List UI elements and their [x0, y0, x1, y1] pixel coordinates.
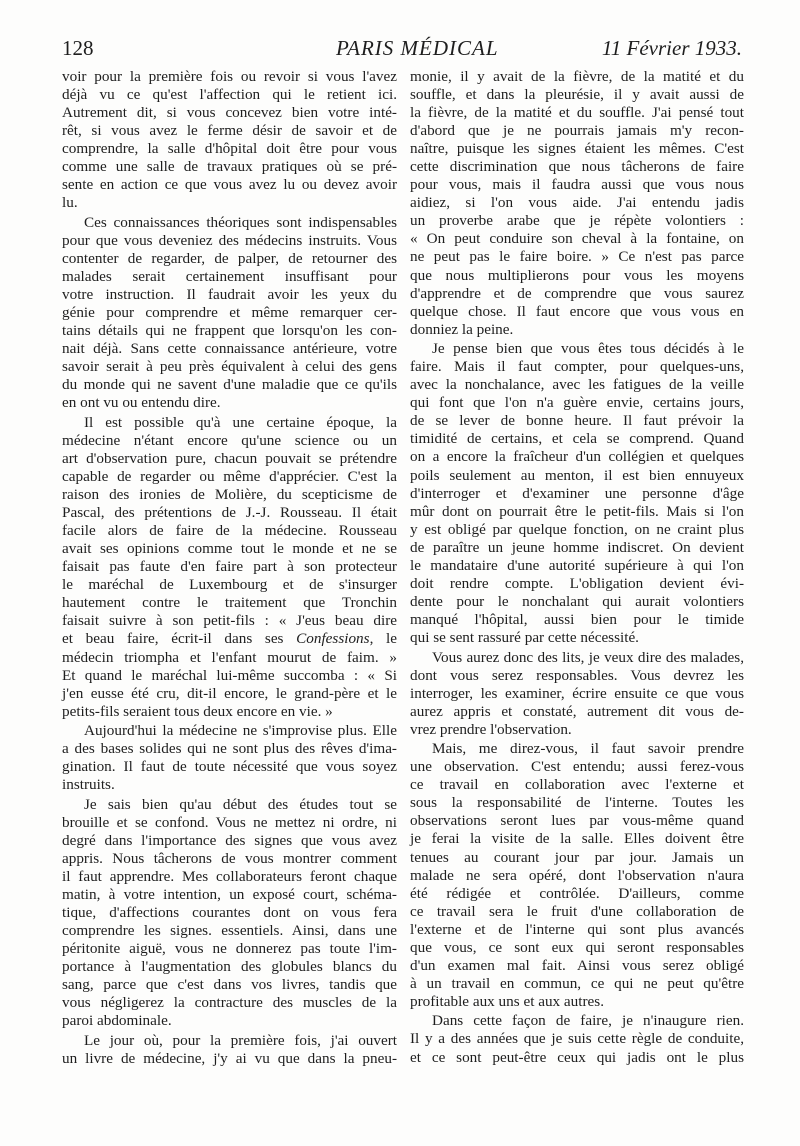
text-line: manqué l'hôpital, aussi bien pour le timide [410, 610, 744, 628]
paragraph [62, 214, 397, 413]
text-line: du monde qui ne savent d'une maladie que ce qu'ils [62, 376, 397, 394]
text-line: y est obligé par quelque fonction, on ne craint plus [410, 520, 744, 538]
text-line: Autrement dit, si vous concevez bien votre inté- [62, 104, 397, 122]
text-line: le maréchal de Luxembourg et de s'insurger [62, 576, 397, 594]
text-line: génie pour comprendre et même remarquer cer- [62, 304, 397, 322]
text-line: faisait suivre à son petit-fils : « J'eus beau dire [62, 612, 397, 630]
paragraph [410, 68, 744, 339]
text-line: le mandataire d'une autorité supérieure à qui l'on [410, 556, 744, 574]
text-line: été rédigée et contrôlée. D'ailleurs, comme [410, 884, 744, 902]
text-line: Il est possible qu'à une certaine époque, la [84, 413, 397, 431]
text-line: malade ne sera opéré, dont l'observation n'aura [410, 866, 744, 884]
text-line: faisait pas faute d'en faire part à son protecteur [62, 558, 397, 576]
text-line: péritonite aiguë, vous ne donnerez pas toute l'im- [62, 940, 397, 958]
text-line: mûr dont on pourrait être le petit-fils. Mais si l'on [410, 502, 744, 520]
text-line: Je sais bien qu'au début des études tout se [84, 795, 397, 813]
text-line: en ont vu ou entendu dire. [62, 394, 221, 412]
text-line: sente en action ce que vous avez lu ou devez avoir [62, 176, 397, 194]
text-line: dente pour le nonchalant qui aurait volontiers [410, 592, 744, 610]
text-line: degré dans l'importance des signes que vous avez [62, 831, 397, 849]
text-line: appris. Nous tâcherons de vous montrer comment [62, 850, 397, 868]
journal-title: PARIS MÉDICAL [336, 36, 499, 60]
text-line: un proverbe arabe que je répète volontiers : [410, 212, 744, 230]
text-line: naître, puisque les signes étaient les mêmes. C'est [410, 140, 744, 158]
text-line: Mais, me direz-vous, il faut savoir prendre [432, 740, 744, 758]
text-line: lu. [62, 194, 78, 212]
text-line: avait ses opinions comme tout le monde et ne se [62, 540, 397, 558]
text-line: tains détails qui ne frappent que lorsqu'on les con- [62, 322, 397, 340]
text-line: tique, d'affections courantes dont on vous fera [62, 904, 397, 922]
text-line: pour vous, mais il faudra aussi que vous nous [410, 176, 744, 194]
text-line: doit rendre compte. L'obligation devient évi- [410, 574, 744, 592]
text-line: l'externe et de l'interne qui sont plus avancés [410, 920, 744, 938]
text-line: raison des ironies de Molière, du scepticisme de [62, 486, 397, 504]
text-line: j'en eusse été cru, dit-il encore, le grand-père et le [62, 684, 397, 702]
text-line: Vous aurez donc des lits, je veux dire des malades, [432, 648, 744, 666]
text-line: comprendre, la salle d'hôpital doit être pour vous [62, 140, 397, 158]
text-column-right [410, 68, 744, 1068]
text-line: donniez la peine. [410, 320, 514, 338]
text-line: monie, il y avait de la fièvre, de la matité et du [410, 68, 744, 85]
text-line: instruits. [62, 776, 115, 794]
text-line: qui font que l'on n'a guère envie, certains jours, [410, 394, 744, 412]
text-line: de paraître un jeune homme indiscret. On devient [410, 538, 744, 556]
text-line: tenues au courant jour par jour. Jamais un [410, 848, 744, 866]
text-line: poils seulement au menton, il est bien ennuyeux [410, 466, 744, 484]
text-line: matin, à votre intention, un exposé court, schéma- [62, 886, 397, 904]
text-line: observations seront lues par vous-même quand [410, 812, 744, 830]
text-line: ce travail sera le fruit d'une collaboration de [410, 902, 744, 920]
text-line: on a encore la fraîcheur d'un collégien et quelques [410, 448, 744, 466]
paragraph [62, 1032, 397, 1068]
text-line: la fièvre, de la matité et du souffle. J'ai pensé tout [410, 104, 744, 122]
text-line: d'apprendre et de comprendre que vous saurez [410, 284, 744, 302]
text-line: timidité de certains, et cela se comprend. Quand [410, 430, 744, 448]
paragraph [410, 740, 744, 1011]
text-line: Le jour où, pour la première fois, j'ai ouvert [84, 1031, 397, 1049]
text-line: malades serait certainement insuffisant pour [62, 268, 397, 286]
text-line: et ce sont peut-être ceux qui jadis ont le plus [410, 1048, 744, 1066]
text-line: a des bases solides qui ne sont plus des rêves d'ima- [62, 740, 397, 758]
text-line: contenter de regarder, de palper, de retourner des [62, 249, 397, 267]
text-line: Je pense bien que vous êtes tous décidés à le [432, 340, 744, 358]
text-line: Aujourd'hui la médecine ne s'improvise plus. Elle [84, 722, 397, 740]
text-line: sang, parce que c'est dans vos livres, tandis que [62, 976, 397, 994]
paragraph [410, 649, 744, 739]
text-segment: et beau faire, écrit-il dans ses [62, 630, 297, 648]
text-line: gination. Il faut de toute nécessité que vous soyez [62, 758, 397, 776]
text-line: que nous multiplierons pour vous les moyens [410, 266, 744, 284]
text-line: que vous, ce sont eux qui seront responsables [410, 938, 744, 956]
paragraph [410, 340, 744, 647]
text-line: Ces connaissances théoriques sont indispensables [84, 213, 397, 231]
text-line: médecin triompha et l'enfant mourut de faim. » [62, 648, 397, 666]
page-number: 128 [62, 36, 94, 60]
text-line: je ferai la visite de la salle. Elles doivent être [410, 830, 744, 848]
text-line: qui se sent rassuré par cette nécessité. [410, 628, 639, 646]
text-line: à un travail en commun, ce qui ne peut qu'être [410, 974, 744, 992]
text-line: comme une salle de travaux pratiques où se pré- [62, 158, 397, 176]
text-line: votre instruction. Il faudrait avoir les yeux du [62, 286, 397, 304]
text-line: il faut apprendre. Mes collaborateurs feront chaque [62, 868, 397, 886]
text-line: faire. Mais il faut compter, pour quelques-uns, [410, 358, 744, 376]
text-line: Dans cette façon de faire, je n'inaugure rien. [432, 1012, 744, 1030]
text-line: paroi abdominale. [62, 1012, 172, 1030]
text-line: rêt, si vous avez le ferme désir de savoir et de [62, 122, 397, 140]
text-line: comprendre les signes. essentiels. Ainsi, dans une [62, 922, 397, 940]
paragraph [410, 1012, 744, 1066]
text-line: nait déjà. Sans cette connaissance antérieure, votre [62, 340, 397, 358]
text-line: d'interroger et d'examiner une personne d'âge [410, 484, 744, 502]
text-line: voir pour la première fois ou revoir si vous l'avez [62, 68, 397, 85]
text-line: déjà vu ce qu'est l'affection qui le retient ici. [62, 86, 397, 104]
text-line: d'un examen mal fait. Ainsi vous serez obligé [410, 956, 744, 974]
text-line: portance à l'augmentation des globules blancs du [62, 958, 397, 976]
text-line: de se lever de bonne heure. Il faut prévoir la [410, 412, 744, 430]
text-line: ne peut pas le faire boire. » Ce n'est pas parce [410, 248, 744, 266]
text-line: aurez appris et constaté, autrement dit vous de- [410, 702, 744, 720]
text-line: une observation. C'est entendu; aussi ferez-vous [410, 758, 744, 776]
text-line: un livre de médecine, j'y ai vu que dans la pneu- [62, 1050, 397, 1068]
text-line: brouille et se confond. Vous ne mettez ni ordre, ni [62, 813, 397, 831]
text-line [62, 630, 397, 648]
text-column-left [62, 68, 397, 1070]
text-line: art d'observation pure, chacun pouvait se prétendre [62, 449, 397, 467]
text-line: interroger, les examiner, écrire ensuite ce que vous [410, 684, 744, 702]
text-line: d'abord que je ne pourrais jamais m'y recon- [410, 122, 744, 140]
text-line: ce travail en collaboration avec l'externe et [410, 776, 744, 794]
text-line: « On peut conduire son cheval à la fontaine, on [410, 230, 744, 248]
text-line: savoir serait à peu près équivalent à celui des gens [62, 358, 397, 376]
text-line: souffle, et dans la pleurésie, il y avait aussi de [410, 86, 744, 104]
paragraph [62, 68, 397, 212]
paragraph [62, 796, 397, 1031]
text-line: facile alors de faire de la médecine. Rousseau [62, 522, 397, 540]
text-line: profitable aux uns et aux autres. [410, 992, 604, 1010]
text-line: vrez prendre l'observation. [410, 720, 572, 738]
italic-title: Confessions [296, 630, 370, 648]
text-line: quelque chose. Il faut encore que vous vous en [410, 302, 744, 320]
text-line: Il y a des années que je suis cette règle de conduite, [410, 1030, 744, 1048]
text-line: Pascal, des prétentions de J.-J. Rousseau. Il était [62, 504, 397, 522]
text-line: cette discrimination que nous tâcherons de faire [410, 158, 744, 176]
text-line: sous la responsabilité de l'interne. Toutes les [410, 794, 744, 812]
text-line: médecine n'étant encore qu'une science ou un [62, 431, 397, 449]
text-line: hautement contre le traitement que Tronchin [62, 594, 397, 612]
issue-date: 11 Février 1933. [601, 36, 742, 60]
text-line: aidiez, si l'on vous aide. J'ai entendu jadis [410, 194, 744, 212]
paragraph [62, 722, 397, 794]
text-line: capable de regarder ou même d'apprécier. C'est la [62, 468, 397, 486]
paragraph [62, 414, 397, 721]
text-line: avec la nonchalance, avec les fatigues de la veille [410, 376, 744, 394]
text-line: pour que vous deveniez des médecins instruits. Vous [62, 231, 397, 249]
text-line: petits-fils seraient tous deux encore en vie. » [62, 702, 333, 720]
text-segment: , le [369, 630, 397, 648]
text-line: dont vous serez responsables. Vous devrez les [410, 666, 744, 684]
text-line: Et quand le maréchal lui-même succomba : « Si [62, 666, 397, 684]
text-line: vous négligerez la contracture des muscles de la [62, 994, 397, 1012]
